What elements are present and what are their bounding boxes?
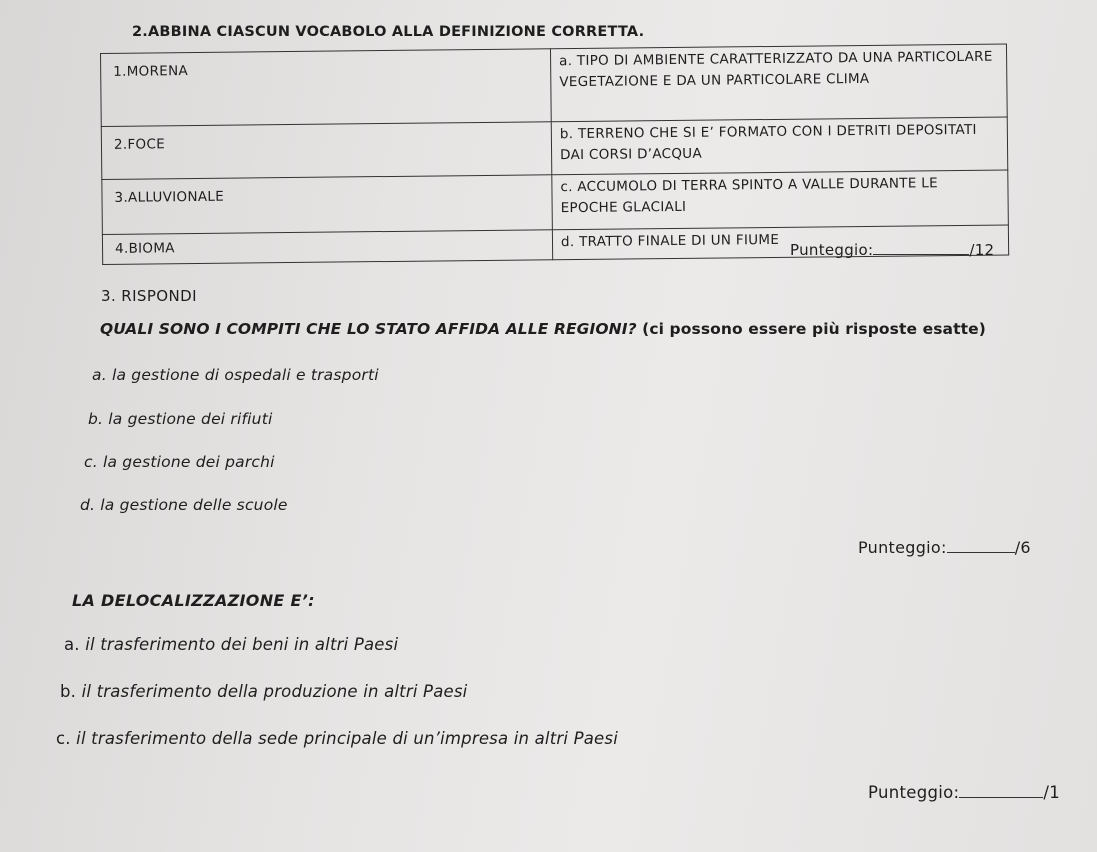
question-main: QUALI SONO I COMPITI CHE LO STATO AFFIDA ALLE REGIONI?	[100, 320, 637, 338]
score-label: Punteggio:	[868, 783, 960, 802]
answer-option[interactable]	[56, 729, 618, 748]
score-line-exercise2	[790, 240, 994, 259]
matching-table	[100, 44, 1009, 265]
option-letter: c.	[56, 729, 71, 748]
table-row	[102, 170, 1009, 234]
definition-cell: c. ACCUMOLO DI TERRA SPINTO A VALLE DURANTE LE EPOCHE GLACIALI	[552, 170, 1009, 230]
score-line-exercise4	[868, 783, 1060, 802]
term-cell: 3.ALLUVIONALE	[102, 175, 553, 235]
answer-option[interactable]	[64, 635, 398, 654]
answer-option[interactable]	[60, 682, 467, 701]
exercise2-title: 2.ABBINA CIASCUN VOCABOLO ALLA DEFINIZIONE CORRETTA.	[132, 24, 645, 40]
score-total: /1	[1043, 783, 1061, 802]
question-note: (ci possono essere più risposte esatte)	[642, 320, 986, 338]
answer-option[interactable]: a. la gestione di ospedali e trasporti	[92, 366, 379, 384]
score-line-exercise3	[858, 538, 1031, 557]
option-text: il trasferimento della produzione in altri Paesi	[81, 682, 468, 701]
term-cell: 1.MORENA	[101, 49, 552, 127]
table-row	[101, 117, 1008, 179]
option-text: il trasferimento della sede principale di un’impresa in altri Paesi	[76, 729, 618, 748]
exercise3-question	[100, 320, 986, 338]
score-blank[interactable]	[947, 538, 1015, 553]
option-letter: a.	[64, 635, 80, 654]
option-text: il trasferimento dei beni in altri Paesi	[85, 635, 399, 654]
term-cell: 2.FOCE	[101, 122, 552, 180]
exercise4-question: LA DELOCALIZZAZIONE E’:	[72, 591, 315, 610]
answer-option[interactable]: d. la gestione delle scuole	[80, 496, 288, 514]
exercise3-heading: 3. RISPONDI	[101, 287, 197, 305]
score-blank[interactable]	[873, 240, 969, 255]
definition-cell: d. TRATTO FINALE DI UN FIUME	[552, 225, 1008, 260]
answer-option[interactable]: b. la gestione dei rifiuti	[88, 410, 273, 428]
answer-option[interactable]: c. la gestione dei parchi	[84, 453, 275, 471]
score-label: Punteggio:	[790, 241, 874, 259]
score-total: /6	[1014, 538, 1031, 557]
score-blank[interactable]	[959, 783, 1043, 798]
option-letter: b.	[60, 682, 77, 701]
score-label: Punteggio:	[858, 538, 947, 557]
definition-cell: a. TIPO DI AMBIENTE CARATTERIZZATO DA UNA PARTICOLARE VEGETAZIONE E DA UN PARTICOLARE CLIMA	[550, 44, 1007, 122]
score-total: /12	[969, 241, 995, 259]
table-row	[101, 44, 1008, 126]
term-cell: 4.BIOMA	[102, 230, 552, 265]
definition-cell: b. TERRENO CHE SI E’ FORMATO CON I DETRITI DEPOSITATI DAI CORSI D’ACQUA	[551, 117, 1008, 175]
